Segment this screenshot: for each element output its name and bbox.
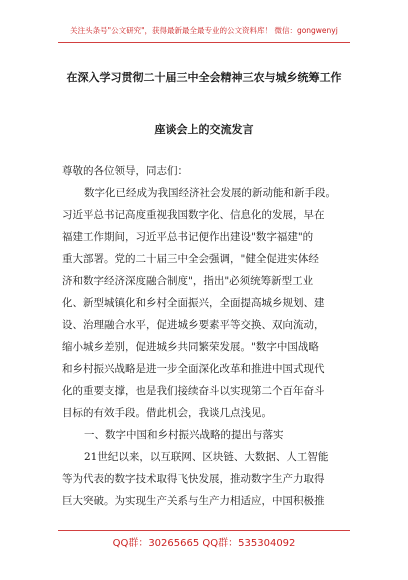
body-line: 缩小城乡差别，促进城乡共同繁荣发展。"数字中国战略 [62, 341, 319, 353]
footer-divider [58, 530, 350, 531]
body-line: 化的重要支撑，也是我们接续奋斗以实现第二个百年奋斗 [62, 385, 325, 397]
header-divider [58, 42, 350, 43]
body-line: 福建工作期间，习近平总书记便作出建设"数字福建"的 [62, 231, 314, 243]
body-line: 巨大突破。为实现生产关系与生产力相适应，中国积极推 [62, 495, 325, 507]
body-line: 数字化已经成为我国经济社会发展的新动能和新手段。 [84, 187, 336, 199]
body-line: 和乡村振兴战略是进一步全面深化改革和推进中国式现代 [62, 363, 325, 375]
body-line: 设、治理融合水平，促进城乡要素平等交换、双向流动， [62, 319, 325, 331]
footer-contact: QQ群：30265665 QQ群：535304092 [112, 538, 296, 549]
section-heading: 一、数字中国和乡村振兴战略的提出与落实 [84, 429, 284, 441]
body-line: 化、新型城镇化和乡村全面振兴，全面提高城乡规划、建 [62, 297, 325, 309]
document-subtitle: 座谈会上的交流发言 [154, 123, 254, 136]
salutation: 尊敬的各位领导，同志们： [62, 165, 188, 177]
body-line: 重大部署。党的二十届三中全会强调，"健全促进实体经 [62, 253, 319, 265]
body-line: 目标的有效手段。借此机会，我谈几点浅见。 [62, 407, 272, 419]
document-title: 在深入学习贯彻二十届三中全会精神三农与城乡统筹工作 [66, 71, 342, 84]
body-line: 等为代表的数字技术取得飞快发展，推动数字生产力取得 [62, 473, 325, 485]
body-line: 济和数字经济深度融合制度"，指出"必须统筹新型工业 [62, 275, 314, 287]
body-line: 习近平总书记高度重视我国数字化、信息化的发展，早在 [62, 209, 325, 221]
document-body [62, 160, 348, 512]
body-line: 21世纪以来，以互联网、区块链、大数据、人工智能 [84, 451, 329, 463]
header-banner: 关注头条号"公文研究"，获得最新最全最专业的公文资料库！ 微信：gongwenyj [70, 26, 338, 35]
